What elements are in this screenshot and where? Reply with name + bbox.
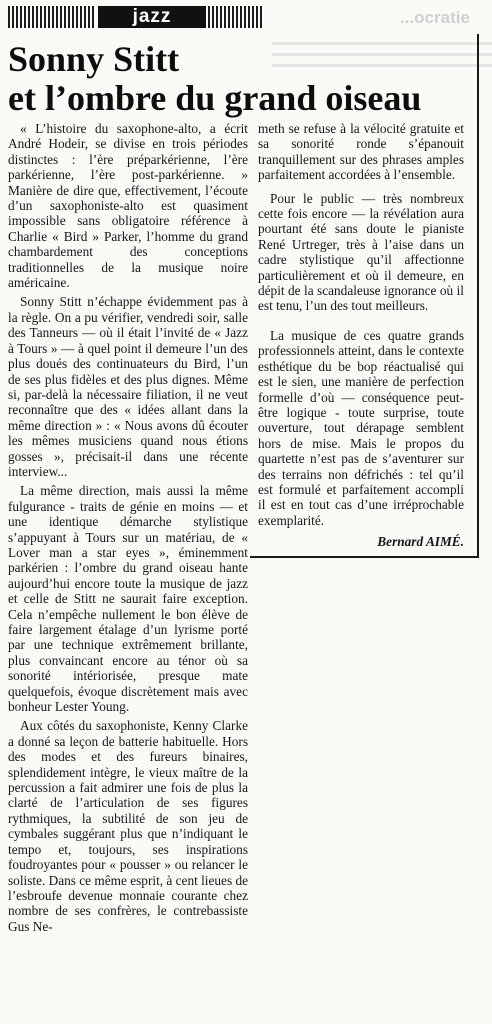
article-paragraph: « L’histoire du saxophone-alto, a écrit André Hodeir, se divise en trois périodes distinctes : l’ère préparkérienne, l’ère parkérienne, l’ère post-parkérienne. » Manière de dire que, effectivement, l’écoute d’un saxophoniste-alto est quasiment impossible sans obligatoire référence à Charlie « Bird » Parker, l’homme du grand chambardement des conceptions traditionnelles de la musique noire américaine.	[8, 121, 248, 291]
column-rule	[477, 34, 479, 558]
box-bottom-rule	[250, 556, 479, 558]
article-headline	[8, 40, 421, 118]
article-paragraph: La même direction, mais aussi la même fulgurance - traits de génie en moins — et une identique démarche stylistique s’appuyant à Tours sur un matériau, de « Lover man a star eyes », éminemment parkérien : l’ombre du grand oiseau hante aujourd’hui encore toute la musique de jazz et celle de Stitt ne saurait faire exception. Cela n’empêche nullement le bon élève de faire largement étalage d’un lyrisme porté par une technique extrêmement brillante, plus convaincant encore au ténor où sa sonorité intériorisée, presque mate quelquefois, évoque discrètement mais avec bonheur Lester Young.	[8, 483, 248, 715]
article-paragraph: meth se refuse à la vélocité gratuite et sa sonorité ronde s’épanouit tranquillement sur des phrases amples parfaitement accordées à l’ensemble.	[258, 121, 464, 183]
headline-line-2: et l’ombre du grand oiseau	[8, 78, 422, 118]
section-tag: jazz	[98, 6, 206, 28]
article-byline: Bernard AIMÉ.	[377, 534, 464, 550]
headline-line-1: Sonny Stitt	[8, 39, 180, 79]
article-column-right	[258, 121, 464, 550]
section-hatch-decoration	[8, 6, 96, 28]
section-hatch-decoration	[208, 6, 264, 28]
adjacent-article-header: ...ocratie	[400, 8, 470, 27]
article-paragraph: Pour le public — très nombreux cette fois encore — la révélation aura pourtant été sans doute le pianiste René Urtreger, très à l’aise dans un cadre stylistique qu’il affectionne particulièrement et où il demeure, en dépit de la scandaleuse ignorance où il est tenu, l’un des tout meilleurs.	[258, 190, 464, 314]
article-paragraph: Sonny Stitt n’échappe évidemment pas à la règle. On a pu vérifier, vendredi soir, salle des Tanneurs — où il était l’invité de « Jazz à Tours » — à quel point il demeure l’un des plus doués des continuateurs du Bird, l’un de ses plus fidèles et des plus dignes. Même si, par-delà la nécessaire filiation, il ne veut reconnaître que des « idées allant dans la même direction » : « Nous avons dû écouter les mêmes musiciens quand nous étions gosses », précisait-il dans une récente interview...	[8, 294, 248, 479]
article-column-left	[8, 121, 248, 934]
article-paragraph: La musique de ces quatre grands professionnels atteint, dans le contexte esthétique du be bop réactualisé qui est le sien, une manière de perfection formelle d’où — conséquence peut-être logique - toute surprise, toute ouverture, tout dérapage semblent hors de mise. Mais le propos du quartette n’est pas de s’aventurer sur des terrains non défrichés : tel qu’il est formulé et parfaitement accompli il est en tout cas d’une irréprochable exemplarité.	[258, 327, 464, 528]
article-paragraph: Aux côtés du saxophoniste, Kenny Clarke a donné sa leçon de batterie habituelle. Hors des modes et des fureurs binaires, splendidement intègre, le vieux maître de la percussion a fait admirer une fois de plus la clarté de l’articulation de ses figures rythmiques, la subtilité de son jeu de cymbales suggérant plus que n’indiquant le tempo et, toujours, ses inspirations foudroyantes pour « pousser » ou relancer le soliste. Dans ce même esprit, à cent lieues de l’esbroufe devenue monnaie courante chez nombre de ses confrères, le contrebassiste Gus Ne-	[8, 718, 248, 934]
